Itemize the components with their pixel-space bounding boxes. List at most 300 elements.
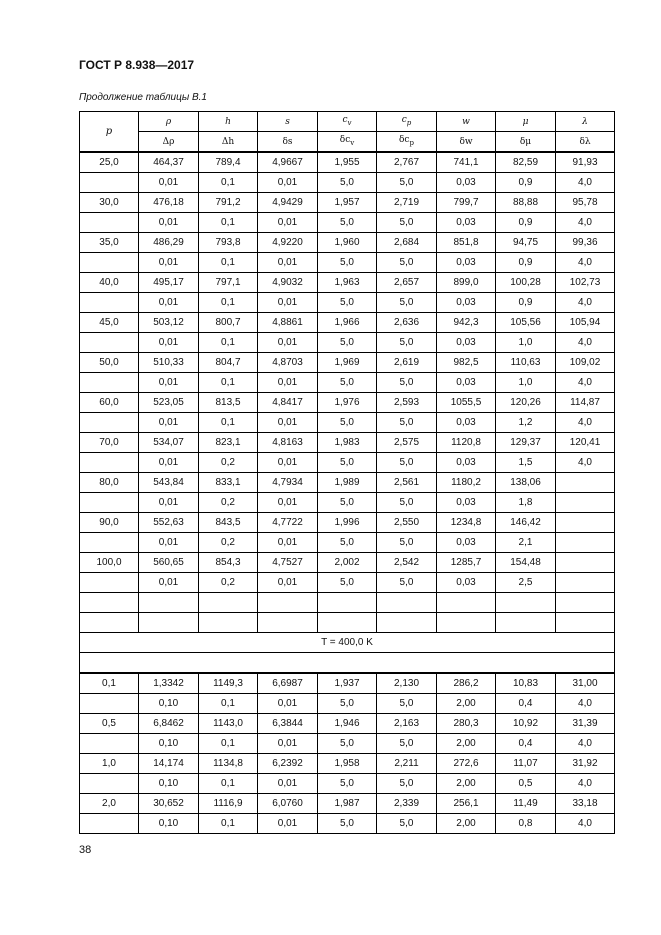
uncertainty-cell: 5,0 [377, 774, 437, 794]
uncertainty-cell: 1,8 [496, 493, 556, 513]
uncertainty-cell: 0,03 [437, 533, 496, 553]
pressure-cell: 40,0 [80, 273, 139, 293]
table-row-uncertainties [80, 734, 615, 754]
value-cell: 4,9429 [258, 193, 318, 213]
value-cell: 523,05 [139, 393, 199, 413]
value-cell: 91,93 [556, 152, 615, 173]
value-cell: 10,92 [496, 714, 556, 734]
value-cell: 1116,9 [199, 794, 258, 814]
uncertainty-cell: 0,9 [496, 253, 556, 273]
uncertainty-cell: 5,0 [377, 413, 437, 433]
pressure-cell: 80,0 [80, 473, 139, 493]
value-cell: 6,6987 [258, 673, 318, 694]
value-cell: 14,174 [139, 754, 199, 774]
value-cell: 6,8462 [139, 714, 199, 734]
header-uncertainty [139, 132, 199, 153]
uncertainty-cell: 0,01 [139, 573, 199, 593]
document-header: ГОСТ Р 8.938—2017 [79, 58, 195, 72]
value-cell: 1055,5 [437, 393, 496, 413]
value-cell: 2,719 [377, 193, 437, 213]
uncertainty-cell: 0,4 [496, 734, 556, 754]
value-cell: 1234,8 [437, 513, 496, 533]
value-cell: 138,06 [496, 473, 556, 493]
table-row-values [80, 152, 615, 173]
table-row-uncertainties [80, 694, 615, 714]
uncertainty-cell: 0,01 [139, 213, 199, 233]
empty-cell [80, 453, 139, 473]
uncertainty-cell: 5,0 [318, 694, 377, 714]
header-uncertainty [199, 132, 258, 153]
table-row-uncertainties [80, 373, 615, 393]
pressure-cell: 30,0 [80, 193, 139, 213]
value-cell: 2,002 [318, 553, 377, 573]
value-cell: 843,5 [199, 513, 258, 533]
uncertainty-cell: 5,0 [318, 413, 377, 433]
pressure-cell: 35,0 [80, 233, 139, 253]
empty-cell [80, 533, 139, 553]
value-cell: 2,684 [377, 233, 437, 253]
uncertainty-cell: 1,0 [496, 333, 556, 353]
value-cell: 1,966 [318, 313, 377, 333]
value-cell: 476,18 [139, 193, 199, 213]
header-uncertainty [556, 132, 615, 153]
empty-cell [437, 593, 496, 613]
value-cell: 11,49 [496, 794, 556, 814]
uncertainty-cell: 0,01 [258, 413, 318, 433]
header-uncertainty-text: Δρ [162, 136, 175, 147]
table-row-values [80, 473, 615, 493]
value-cell: 823,1 [199, 433, 258, 453]
value-cell: 100,28 [496, 273, 556, 293]
uncertainty-cell: 4,0 [556, 213, 615, 233]
pressure-cell: 0,5 [80, 714, 139, 734]
value-cell: 797,1 [199, 273, 258, 293]
uncertainty-cell: 0,01 [139, 453, 199, 473]
uncertainty-cell: 0,10 [139, 814, 199, 834]
uncertainty-cell: 5,0 [318, 213, 377, 233]
uncertainty-cell: 0,01 [139, 493, 199, 513]
uncertainty-cell: 0,01 [258, 533, 318, 553]
uncertainty-cell: 0,8 [496, 814, 556, 834]
table-row-uncertainties [80, 333, 615, 353]
pressure-cell: 70,0 [80, 433, 139, 453]
empty-cell [80, 293, 139, 313]
table-row-values [80, 393, 615, 413]
value-cell: 741,1 [437, 152, 496, 173]
header-uncertainty [318, 132, 377, 153]
uncertainty-cell: 0,01 [258, 493, 318, 513]
header-symbol [258, 112, 318, 132]
value-cell: 2,339 [377, 794, 437, 814]
empty-cell [80, 493, 139, 513]
table-row-values [80, 313, 615, 333]
value-cell: 4,7934 [258, 473, 318, 493]
value-cell: 552,63 [139, 513, 199, 533]
value-cell [556, 553, 615, 573]
header-symbol-text: ρ [165, 116, 172, 127]
uncertainty-cell: 0,03 [437, 413, 496, 433]
value-cell: 1,987 [318, 794, 377, 814]
empty-cell [139, 613, 199, 633]
uncertainty-cell: 5,0 [377, 253, 437, 273]
uncertainty-cell [556, 533, 615, 553]
uncertainty-cell: 0,03 [437, 453, 496, 473]
uncertainty-cell: 0,01 [258, 734, 318, 754]
header-symbol [377, 112, 437, 132]
uncertainty-cell: 0,1 [199, 694, 258, 714]
table-row-uncertainties [80, 573, 615, 593]
uncertainty-cell: 2,00 [437, 734, 496, 754]
value-cell: 154,48 [496, 553, 556, 573]
table-row-uncertainties [80, 774, 615, 794]
uncertainty-cell: 5,0 [377, 373, 437, 393]
header-symbol-text: w [462, 116, 470, 127]
pressure-cell: 90,0 [80, 513, 139, 533]
uncertainty-cell: 0,01 [258, 173, 318, 193]
uncertainty-cell: 0,03 [437, 173, 496, 193]
uncertainty-cell: 4,0 [556, 333, 615, 353]
value-cell: 120,26 [496, 393, 556, 413]
value-cell: 109,02 [556, 353, 615, 373]
uncertainty-cell: 5,0 [318, 533, 377, 553]
uncertainty-cell: 5,0 [318, 493, 377, 513]
uncertainty-cell: 2,5 [496, 573, 556, 593]
value-cell: 1,963 [318, 273, 377, 293]
value-cell: 982,5 [437, 353, 496, 373]
header-uncertainty-text: δλ [579, 136, 591, 147]
properties-table [79, 111, 615, 834]
table-row-uncertainties [80, 253, 615, 273]
value-cell: 4,7527 [258, 553, 318, 573]
header-row-symbols [80, 112, 615, 132]
uncertainty-cell: 5,0 [377, 694, 437, 714]
value-cell: 1149,3 [199, 673, 258, 694]
value-cell: 6,0760 [258, 794, 318, 814]
uncertainty-cell: 0,2 [199, 533, 258, 553]
uncertainty-cell: 5,0 [377, 573, 437, 593]
uncertainty-cell: 0,01 [139, 413, 199, 433]
value-cell: 256,1 [437, 794, 496, 814]
value-cell [556, 473, 615, 493]
empty-cell [139, 593, 199, 613]
value-cell: 789,4 [199, 152, 258, 173]
uncertainty-cell: 5,0 [318, 373, 377, 393]
uncertainty-cell: 5,0 [318, 734, 377, 754]
value-cell: 99,36 [556, 233, 615, 253]
uncertainty-cell: 0,03 [437, 253, 496, 273]
table-row-uncertainties [80, 493, 615, 513]
value-cell: 11,07 [496, 754, 556, 774]
uncertainty-cell: 0,2 [199, 573, 258, 593]
header-symbol [496, 112, 556, 132]
value-cell: 88,88 [496, 193, 556, 213]
value-cell: 1,960 [318, 233, 377, 253]
value-cell: 4,8703 [258, 353, 318, 373]
uncertainty-cell: 0,03 [437, 333, 496, 353]
table-row-uncertainties [80, 213, 615, 233]
value-cell: 1,958 [318, 754, 377, 774]
value-cell: 1,969 [318, 353, 377, 373]
value-cell: 102,73 [556, 273, 615, 293]
value-cell: 560,65 [139, 553, 199, 573]
value-cell: 2,163 [377, 714, 437, 734]
value-cell: 1,996 [318, 513, 377, 533]
uncertainty-cell: 0,9 [496, 173, 556, 193]
uncertainty-cell: 4,0 [556, 734, 615, 754]
uncertainty-cell: 0,10 [139, 734, 199, 754]
value-cell: 30,652 [139, 794, 199, 814]
value-cell: 2,636 [377, 313, 437, 333]
uncertainty-cell: 0,01 [258, 814, 318, 834]
uncertainty-cell: 4,0 [556, 253, 615, 273]
pressure-cell: 50,0 [80, 353, 139, 373]
uncertainty-cell: 4,0 [556, 293, 615, 313]
empty-cell [318, 613, 377, 633]
value-cell: 851,8 [437, 233, 496, 253]
table-row-values [80, 673, 615, 694]
header-symbol [139, 112, 199, 132]
value-cell: 793,8 [199, 233, 258, 253]
uncertainty-cell: 5,0 [377, 453, 437, 473]
uncertainty-cell: 4,0 [556, 814, 615, 834]
value-cell: 1,937 [318, 673, 377, 694]
uncertainty-cell: 0,01 [258, 253, 318, 273]
uncertainty-cell: 0,01 [139, 533, 199, 553]
header-uncertainty-text: Δh [221, 136, 235, 147]
empty-cell [80, 373, 139, 393]
header-uncertainty [258, 132, 318, 153]
table-row-uncertainties [80, 533, 615, 553]
header-symbol [318, 112, 377, 132]
temperature-row [80, 633, 615, 653]
empty-cell [80, 694, 139, 714]
temperature-label: T = 400,0 K [80, 633, 615, 653]
empty-cell [80, 653, 615, 674]
header-uncertainty-text: δc [339, 135, 351, 146]
table-caption: Продолжение таблицы В.1 [79, 92, 207, 103]
uncertainty-cell: 0,01 [139, 173, 199, 193]
uncertainty-cell: 0,01 [139, 293, 199, 313]
empty-cell [80, 814, 139, 834]
uncertainty-cell: 0,01 [139, 373, 199, 393]
uncertainty-cell: 0,01 [139, 333, 199, 353]
uncertainty-cell: 0,1 [199, 734, 258, 754]
uncertainty-cell: 0,03 [437, 373, 496, 393]
uncertainty-cell: 5,0 [377, 333, 437, 353]
table-row-values [80, 353, 615, 373]
value-cell: 1,957 [318, 193, 377, 213]
table-row-values [80, 273, 615, 293]
uncertainty-cell: 0,1 [199, 413, 258, 433]
uncertainty-cell: 0,2 [199, 493, 258, 513]
uncertainty-cell: 0,01 [258, 774, 318, 794]
empty-cell [258, 593, 318, 613]
uncertainty-cell: 0,1 [199, 774, 258, 794]
header-uncertainty-text: δc [399, 135, 410, 146]
value-cell: 1134,8 [199, 754, 258, 774]
empty-cell [80, 774, 139, 794]
header-uncertainty-text: δμ [519, 136, 532, 147]
empty-cell [199, 613, 258, 633]
value-cell: 2,593 [377, 393, 437, 413]
value-cell: 1,976 [318, 393, 377, 413]
header-symbol [556, 112, 615, 132]
empty-cell [80, 413, 139, 433]
value-cell: 4,9220 [258, 233, 318, 253]
value-cell: 4,8861 [258, 313, 318, 333]
value-cell: 31,00 [556, 673, 615, 694]
uncertainty-cell: 0,01 [258, 213, 318, 233]
uncertainty-cell: 0,01 [258, 293, 318, 313]
uncertainty-cell: 2,1 [496, 533, 556, 553]
empty-cell [80, 573, 139, 593]
pressure-cell: 0,1 [80, 673, 139, 694]
empty-cell [80, 173, 139, 193]
value-cell: 105,94 [556, 313, 615, 333]
value-cell: 2,130 [377, 673, 437, 694]
empty-cell [80, 333, 139, 353]
value-cell: 503,12 [139, 313, 199, 333]
value-cell: 2,211 [377, 754, 437, 774]
header-symbol-text: c [401, 115, 407, 126]
value-cell: 2,767 [377, 152, 437, 173]
uncertainty-cell: 5,0 [377, 734, 437, 754]
uncertainty-cell: 0,1 [199, 253, 258, 273]
uncertainty-cell: 0,1 [199, 213, 258, 233]
uncertainty-cell: 0,01 [258, 573, 318, 593]
empty-row [80, 653, 615, 674]
uncertainty-cell: 5,0 [318, 814, 377, 834]
empty-cell [377, 613, 437, 633]
uncertainty-cell: 4,0 [556, 173, 615, 193]
uncertainty-cell: 0,1 [199, 293, 258, 313]
uncertainty-cell: 0,03 [437, 293, 496, 313]
value-cell: 4,9032 [258, 273, 318, 293]
empty-cell [437, 613, 496, 633]
pressure-cell: 25,0 [80, 152, 139, 173]
pressure-cell: 45,0 [80, 313, 139, 333]
value-cell: 110,63 [496, 353, 556, 373]
value-cell: 4,8163 [258, 433, 318, 453]
uncertainty-cell: 5,0 [318, 453, 377, 473]
empty-cell [556, 613, 615, 633]
uncertainty-cell: 0,1 [199, 814, 258, 834]
uncertainty-cell: 5,0 [318, 333, 377, 353]
uncertainty-cell: 0,03 [437, 213, 496, 233]
uncertainty-cell: 0,4 [496, 694, 556, 714]
value-cell: 804,7 [199, 353, 258, 373]
value-cell: 33,18 [556, 794, 615, 814]
uncertainty-cell: 4,0 [556, 453, 615, 473]
value-cell: 464,37 [139, 152, 199, 173]
value-cell: 129,37 [496, 433, 556, 453]
page-number: 38 [79, 844, 92, 856]
uncertainty-cell: 0,01 [258, 333, 318, 353]
value-cell: 114,87 [556, 393, 615, 413]
value-cell: 286,2 [437, 673, 496, 694]
uncertainty-cell: 0,5 [496, 774, 556, 794]
uncertainty-cell: 5,0 [318, 293, 377, 313]
table-row-uncertainties [80, 814, 615, 834]
uncertainty-cell: 0,01 [139, 253, 199, 273]
header-uncertainty-subscript: v [350, 138, 355, 147]
value-cell: 31,39 [556, 714, 615, 734]
value-cell: 1120,8 [437, 433, 496, 453]
empty-cell [496, 613, 556, 633]
table-row-uncertainties [80, 293, 615, 313]
table-row-values [80, 794, 615, 814]
empty-cell [80, 593, 139, 613]
value-cell: 1,946 [318, 714, 377, 734]
value-cell: 1180,2 [437, 473, 496, 493]
value-cell: 534,07 [139, 433, 199, 453]
uncertainty-cell: 0,01 [258, 694, 318, 714]
uncertainty-cell: 0,9 [496, 213, 556, 233]
empty-row [80, 593, 615, 613]
value-cell: 1,3342 [139, 673, 199, 694]
value-cell: 833,1 [199, 473, 258, 493]
value-cell: 82,59 [496, 152, 556, 173]
uncertainty-cell: 0,9 [496, 293, 556, 313]
uncertainty-cell [556, 493, 615, 513]
header-symbol [437, 112, 496, 132]
header-uncertainty-text: δw [459, 136, 473, 147]
header-symbol-text: c [342, 115, 348, 126]
value-cell: 4,9667 [258, 152, 318, 173]
uncertainty-cell: 4,0 [556, 774, 615, 794]
value-cell: 31,92 [556, 754, 615, 774]
value-cell: 6,2392 [258, 754, 318, 774]
value-cell: 800,7 [199, 313, 258, 333]
uncertainty-cell: 2,00 [437, 774, 496, 794]
value-cell: 6,3844 [258, 714, 318, 734]
uncertainty-cell [556, 573, 615, 593]
empty-cell [80, 253, 139, 273]
empty-cell [80, 734, 139, 754]
uncertainty-cell: 0,10 [139, 694, 199, 714]
header-symbol-text: s [285, 116, 290, 127]
header-symbol-text: μ [522, 116, 529, 127]
table-row-uncertainties [80, 173, 615, 193]
uncertainty-cell: 4,0 [556, 413, 615, 433]
uncertainty-cell: 1,2 [496, 413, 556, 433]
value-cell: 543,84 [139, 473, 199, 493]
header-uncertainty [437, 132, 496, 153]
value-cell: 4,8417 [258, 393, 318, 413]
value-cell: 799,7 [437, 193, 496, 213]
table-row-values [80, 553, 615, 573]
uncertainty-cell: 0,03 [437, 573, 496, 593]
uncertainty-cell: 4,0 [556, 694, 615, 714]
value-cell: 510,33 [139, 353, 199, 373]
value-cell: 942,3 [437, 313, 496, 333]
table-row-uncertainties [80, 413, 615, 433]
uncertainty-cell: 0,2 [199, 453, 258, 473]
value-cell: 94,75 [496, 233, 556, 253]
value-cell: 95,78 [556, 193, 615, 213]
uncertainty-cell: 0,01 [258, 453, 318, 473]
value-cell: 146,42 [496, 513, 556, 533]
uncertainty-cell: 5,0 [377, 533, 437, 553]
value-cell: 2,619 [377, 353, 437, 373]
value-cell: 899,0 [437, 273, 496, 293]
table-row-values [80, 714, 615, 734]
value-cell: 1,989 [318, 473, 377, 493]
value-cell: 1143,0 [199, 714, 258, 734]
value-cell [556, 513, 615, 533]
uncertainty-cell: 0,03 [437, 493, 496, 513]
uncertainty-cell: 4,0 [556, 373, 615, 393]
